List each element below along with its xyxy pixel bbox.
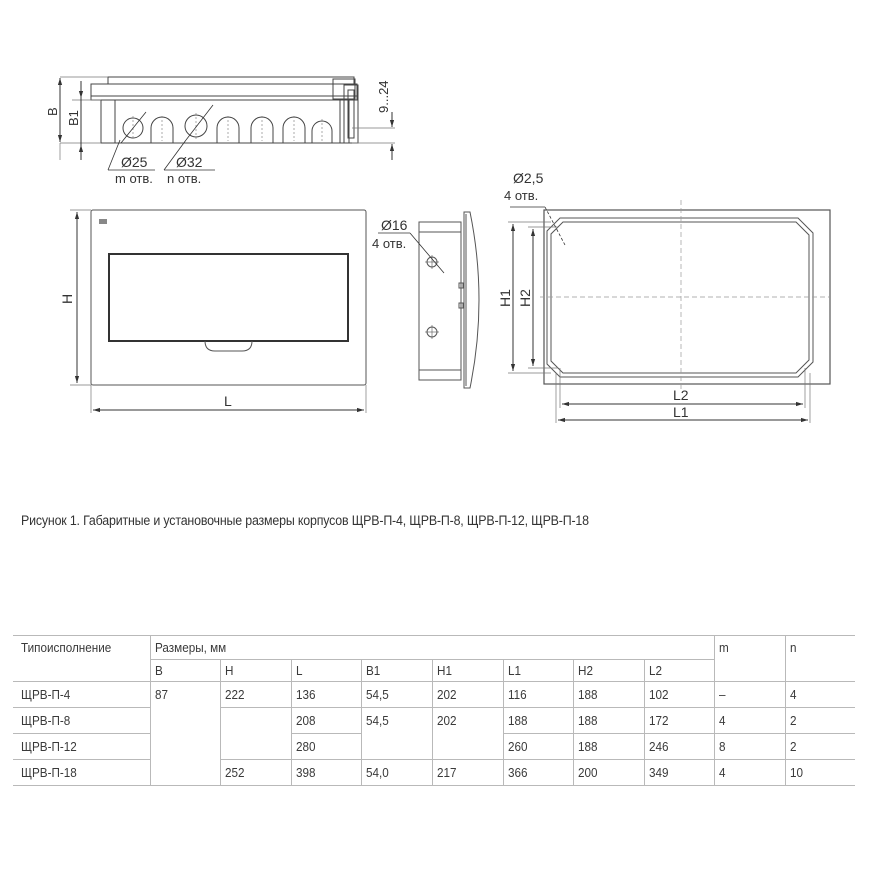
table-line — [714, 635, 715, 786]
header-n: n — [790, 640, 797, 655]
dim-label-l2: L2 — [673, 387, 689, 403]
back-view — [508, 200, 830, 423]
cell-b1: 54,5 — [366, 713, 389, 728]
cell-l1: 188 — [508, 713, 528, 728]
table-line — [432, 659, 433, 786]
table-line — [13, 785, 855, 786]
table-line — [150, 635, 151, 786]
knockout-small-count: m отв. — [115, 171, 153, 186]
knockout-large-count: n отв. — [167, 171, 202, 186]
cell-h2: 188 — [578, 739, 598, 754]
header-col-l: L — [296, 663, 303, 678]
table-line — [503, 733, 855, 734]
cell-n: 10 — [790, 765, 804, 780]
table-line — [13, 733, 150, 734]
cell-l: 208 — [296, 713, 316, 728]
header-col-l2: L2 — [649, 663, 663, 678]
dim-label-l: L — [224, 393, 232, 409]
cell-n: 2 — [790, 713, 797, 728]
table-line — [785, 635, 786, 786]
header-col-l1: L1 — [508, 663, 522, 678]
table-line — [573, 659, 574, 786]
cell-b: 87 — [155, 687, 169, 702]
cell-n: 4 — [790, 687, 797, 702]
cell-l1: 260 — [508, 739, 528, 754]
table-line — [644, 659, 645, 786]
table-row-type: ЩРВ-П-8 — [21, 713, 71, 728]
cell-h1: 202 — [437, 687, 457, 702]
cell-m: 4 — [719, 765, 726, 780]
cell-m: 4 — [719, 713, 726, 728]
dim-label-h: H — [59, 293, 75, 304]
cell-l: 136 — [296, 687, 316, 702]
cell-h1: 202 — [437, 713, 457, 728]
header-m: m — [719, 640, 729, 655]
cell-l2: 172 — [649, 713, 669, 728]
header-col-b: B — [155, 663, 163, 678]
knockout-holes — [123, 115, 332, 143]
cell-n: 2 — [790, 739, 797, 754]
figure-caption: Рисунок 1. Габаритные и установочные размеры корпусов ЩРВ-П-4, ЩРВ-П-8, ЩРВ-П-12, ЩРВ-П-18 — [21, 513, 589, 528]
table-line — [291, 733, 361, 734]
table-line — [13, 707, 150, 708]
cell-h: 222 — [225, 687, 245, 702]
cell-h2: 188 — [578, 713, 598, 728]
table-line — [220, 659, 221, 786]
dim-label-gap: 9...24 — [376, 80, 391, 113]
knockout-large-diameter: Ø32 — [176, 154, 203, 170]
cell-l2: 349 — [649, 765, 669, 780]
cell-l1: 116 — [508, 687, 527, 702]
cell-l2: 102 — [649, 687, 669, 702]
dim-label-h2: H2 — [517, 289, 533, 307]
dim-label-h1: H1 — [497, 289, 513, 307]
cell-m: – — [719, 687, 726, 702]
table-row-type: ЩРВ-П-12 — [21, 739, 77, 754]
table-row-type: ЩРВ-П-4 — [21, 687, 71, 702]
table-line — [13, 635, 855, 636]
header-type: Типоисполнение — [21, 640, 112, 655]
back-hole-count: 4 отв. — [504, 188, 539, 203]
table-line — [503, 659, 504, 786]
header-col-h2: H2 — [578, 663, 593, 678]
table-line — [220, 759, 855, 760]
top-view — [60, 77, 395, 170]
back-hole-diameter: Ø2,5 — [513, 170, 544, 186]
header-col-h1: H1 — [437, 663, 452, 678]
cell-h: 252 — [225, 765, 245, 780]
header-dimensions: Размеры, мм — [155, 640, 227, 655]
cell-l: 280 — [296, 739, 316, 754]
dim-label-b: B — [45, 107, 60, 116]
table-line — [361, 659, 362, 786]
cell-b1: 54,5 — [366, 687, 389, 702]
cell-h2: 188 — [578, 687, 598, 702]
header-col-h: H — [225, 663, 234, 678]
dimensions-table — [13, 635, 855, 786]
cell-l: 398 — [296, 765, 316, 780]
logo — [99, 219, 107, 224]
table-line — [291, 659, 292, 786]
header-col-b1: B1 — [366, 663, 381, 678]
cell-b1: 54,0 — [366, 765, 389, 780]
cell-h2: 200 — [578, 765, 598, 780]
table-line — [220, 707, 855, 708]
table-line — [13, 681, 855, 682]
dim-label-l1: L1 — [673, 404, 689, 420]
side-hole-diameter: Ø16 — [381, 217, 408, 233]
knockout-small-diameter: Ø25 — [121, 154, 148, 170]
table-line — [13, 759, 150, 760]
cell-h1: 217 — [437, 765, 457, 780]
cell-l1: 366 — [508, 765, 528, 780]
cell-m: 8 — [719, 739, 726, 754]
side-hole-count: 4 отв. — [372, 236, 407, 251]
front-view — [70, 210, 366, 413]
cell-l2: 246 — [649, 739, 669, 754]
dim-label-b1: B1 — [66, 110, 81, 126]
table-row-type: ЩРВ-П-18 — [21, 765, 77, 780]
